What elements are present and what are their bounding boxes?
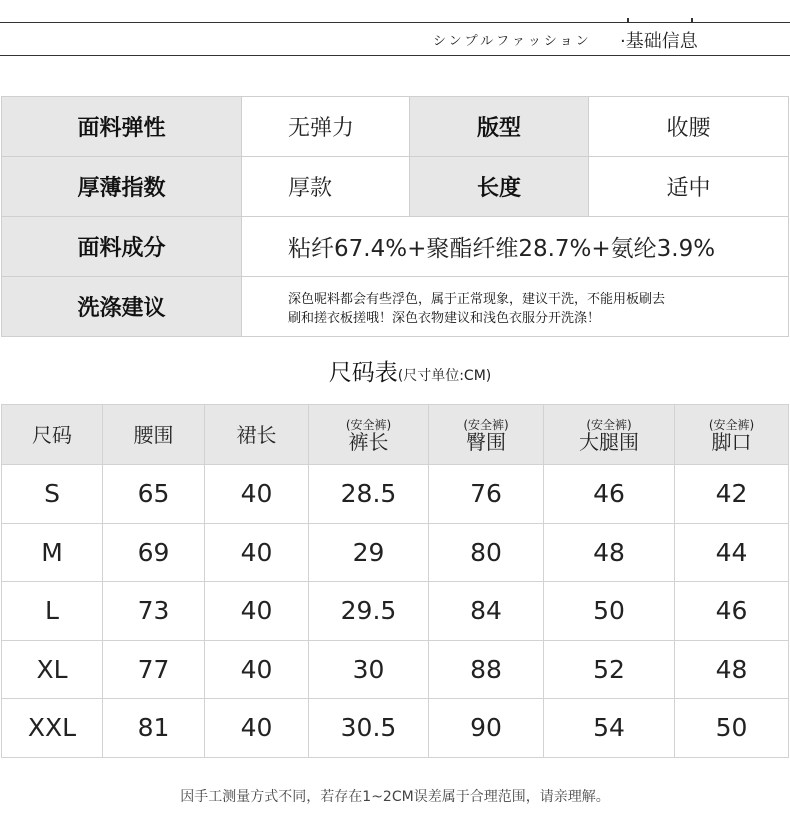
header-prefix: (安全裤) xyxy=(463,417,509,432)
measurement-note: 因手工测量方式不同，若存在1~2CM误差属于合理范围，请亲理解。 xyxy=(180,789,610,805)
info-value: 收腰 xyxy=(589,97,789,157)
size-cell: 77 xyxy=(103,640,205,699)
info-value: 无弹力 xyxy=(242,97,410,157)
table-row xyxy=(2,699,789,758)
size-header-row xyxy=(2,405,789,465)
size-header-cell xyxy=(103,405,205,465)
size-cell: 84 xyxy=(429,582,544,641)
header-label: 裤长 xyxy=(348,429,389,454)
info-label: 面料弹性 xyxy=(2,97,242,157)
header-top-rule xyxy=(0,22,790,23)
size-cell: 90 xyxy=(429,699,544,758)
size-chart-title xyxy=(0,354,790,387)
header-bottom-rule xyxy=(0,55,790,56)
size-cell: 50 xyxy=(544,582,675,641)
washing-note-line: 深色呢料都会有些浮色，属于正常现象，建议干洗，不能用板刷去 xyxy=(288,291,666,307)
size-cell: 28.5 xyxy=(309,465,429,524)
info-row-thickness xyxy=(2,157,789,217)
header-label: 臀围 xyxy=(466,429,506,454)
table-row xyxy=(2,465,789,524)
table-row xyxy=(2,640,789,699)
size-cell: S xyxy=(2,465,103,524)
header-label: 脚口 xyxy=(711,429,752,454)
size-header-cell xyxy=(205,405,309,465)
size-cell: 54 xyxy=(544,699,675,758)
size-cell: 48 xyxy=(544,523,675,582)
product-info-table xyxy=(1,96,789,337)
info-label: 长度 xyxy=(410,157,589,217)
table-row xyxy=(2,582,789,641)
header-tick-left xyxy=(627,18,629,23)
header-brand: シンプルファッション xyxy=(433,34,592,49)
size-chart-table xyxy=(1,404,789,758)
washing-note-line: 刷和搓衣板搓哦！深色衣物建议和浅色衣服分开洗涤！ xyxy=(288,310,601,326)
size-cell: 88 xyxy=(429,640,544,699)
size-cell: 40 xyxy=(205,523,309,582)
info-label: 版型 xyxy=(410,97,589,157)
size-cell: L xyxy=(2,582,103,641)
header-prefix: (安全裤) xyxy=(586,417,632,432)
washing-note xyxy=(242,277,789,337)
size-cell: 40 xyxy=(205,640,309,699)
info-row-composition xyxy=(2,217,789,277)
header-tick-right xyxy=(691,18,693,23)
info-label: 洗涤建议 xyxy=(2,277,242,337)
size-cell: 81 xyxy=(103,699,205,758)
size-cell: 46 xyxy=(544,465,675,524)
size-cell: 76 xyxy=(429,465,544,524)
size-cell: 29 xyxy=(309,523,429,582)
size-cell: 42 xyxy=(675,465,789,524)
size-cell: 40 xyxy=(205,699,309,758)
info-row-elasticity xyxy=(2,97,789,157)
size-cell: 40 xyxy=(205,582,309,641)
header-label: 尺码 xyxy=(32,422,72,447)
size-cell: XXL xyxy=(2,699,103,758)
size-cell: 69 xyxy=(103,523,205,582)
size-cell: 30.5 xyxy=(309,699,429,758)
header-prefix: (安全裤) xyxy=(345,417,392,432)
size-header-cell xyxy=(429,405,544,465)
info-value: 适中 xyxy=(589,157,789,217)
size-header-cell xyxy=(544,405,675,465)
header-label: 腰围 xyxy=(133,422,174,447)
header-label: 裙长 xyxy=(236,422,277,447)
size-header-cell xyxy=(675,405,789,465)
size-cell: 52 xyxy=(544,640,675,699)
size-cell: 65 xyxy=(103,465,205,524)
size-chart-unit: (尺寸单位:CM) xyxy=(397,368,492,384)
size-chart-heading: 尺码表 xyxy=(328,360,398,386)
size-cell: 80 xyxy=(429,523,544,582)
size-cell: 29.5 xyxy=(309,582,429,641)
size-header-cell xyxy=(2,405,103,465)
info-value: 粘纤67.4%+聚酯纤维28.7%+氨纶3.9% xyxy=(242,217,789,277)
header-label: 大腿围 xyxy=(579,429,639,454)
info-value: 厚款 xyxy=(242,157,410,217)
size-cell: M xyxy=(2,523,103,582)
header-prefix: (安全裤) xyxy=(708,417,755,432)
size-cell: 46 xyxy=(675,582,789,641)
size-header-cell xyxy=(309,405,429,465)
size-cell: 48 xyxy=(675,640,789,699)
size-cell: 73 xyxy=(103,582,205,641)
info-label: 面料成分 xyxy=(2,217,242,277)
size-cell: 50 xyxy=(675,699,789,758)
table-row xyxy=(2,523,789,582)
size-cell: XL xyxy=(2,640,103,699)
size-cell: 30 xyxy=(309,640,429,699)
size-cell: 44 xyxy=(675,523,789,582)
size-cell: 40 xyxy=(205,465,309,524)
info-label: 厚薄指数 xyxy=(2,157,242,217)
section-title: ·基础信息 xyxy=(620,31,698,52)
info-row-washing xyxy=(2,277,789,337)
